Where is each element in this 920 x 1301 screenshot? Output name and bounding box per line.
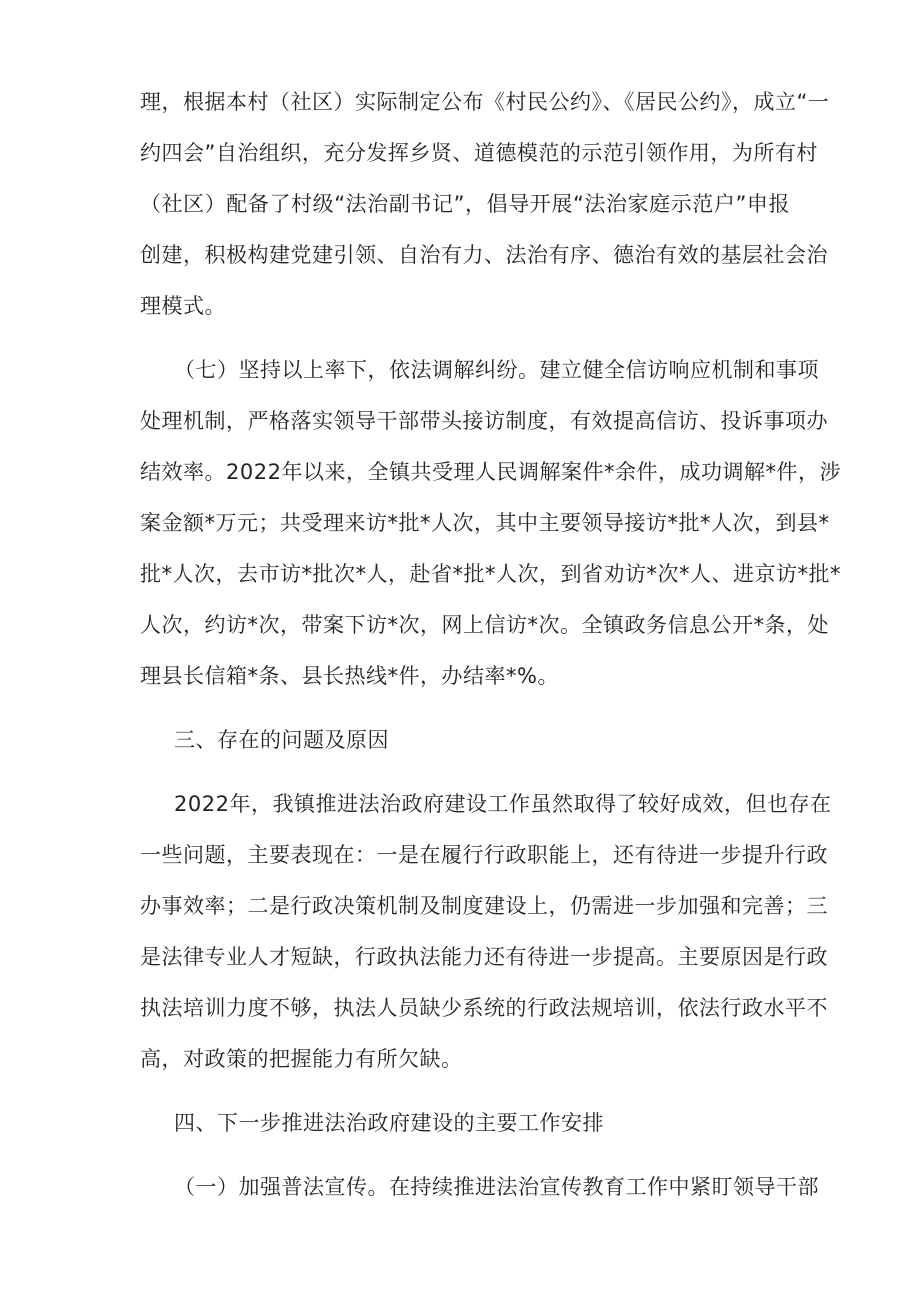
paragraph-line: 案金额*万元；共受理来访*批*人次，其中主要领导接访*批*人次，到县* — [140, 511, 830, 535]
paragraph-line: 处理机制，严格落实领导干部带头接访制度，有效提高信访、投诉事项办 — [140, 409, 828, 433]
paragraph-line: 执法培训力度不够，执法人员缺少系统的行政法规培训，依法行政水平不 — [140, 996, 828, 1020]
paragraph-line: 一些问题，主要表现在：一是在履行行政职能上，还有待进一步提升行政 — [140, 843, 828, 867]
paragraph-line: 人次，约访*次，带案下访*次，网上信访*次。全镇政务信息公开*条，处 — [140, 613, 829, 637]
paragraph-line: 创建，积极构建党建引领、自治有力、法治有序、德治有效的基层社会治 — [140, 243, 828, 267]
paragraph-line: 结效率。2022年以来，全镇共受理人民调解案件*余件，成功调解*件，涉 — [140, 460, 841, 484]
paragraph-line: （社区）配备了村级“法治副书记”，倡导开展“法治家庭示范户”申报 — [140, 192, 790, 216]
section-heading: 四、下一步推进法治政府建设的主要工作安排 — [174, 1111, 604, 1135]
paragraph-line: 2022年，我镇推进法治政府建设工作虽然取得了较好成效，但也存在 — [174, 792, 832, 816]
paragraph-line: 理县长信箱*条、县长热线*件，办结率*%。 — [140, 664, 559, 688]
paragraph-line: 批*人次，去市访*批次*人，赴省*批*人次，到省劝访*次*人、进京访*批* — [140, 562, 841, 586]
paragraph-line: 办事效率；二是行政决策机制及制度建设上，仍需进一步加强和完善；三 — [140, 894, 828, 918]
section-heading: 三、存在的问题及原因 — [174, 728, 389, 752]
paragraph-line: 理模式。 — [140, 294, 226, 318]
paragraph-line: 理，根据本村（社区）实际制定公布《村民公约》、《居民公约》，成立“一 — [140, 90, 830, 114]
paragraph-line: （一）加强普法宣传。在持续推进法治宣传教育工作中紧盯领导干部 — [174, 1175, 819, 1199]
paragraph-line: 是法律专业人才短缺，行政执法能力还有待进一步提高。主要原因是行政 — [140, 945, 828, 969]
paragraph-line: （七）坚持以上率下，依法调解纠纷。建立健全信访响应机制和事项 — [174, 358, 819, 382]
paragraph-line: 约四会”自治组织，充分发挥乡贤、道德模范的示范引领作用，为所有村 — [140, 141, 818, 165]
paragraph-line: 高，对政策的把握能力有所欠缺。 — [140, 1047, 463, 1071]
